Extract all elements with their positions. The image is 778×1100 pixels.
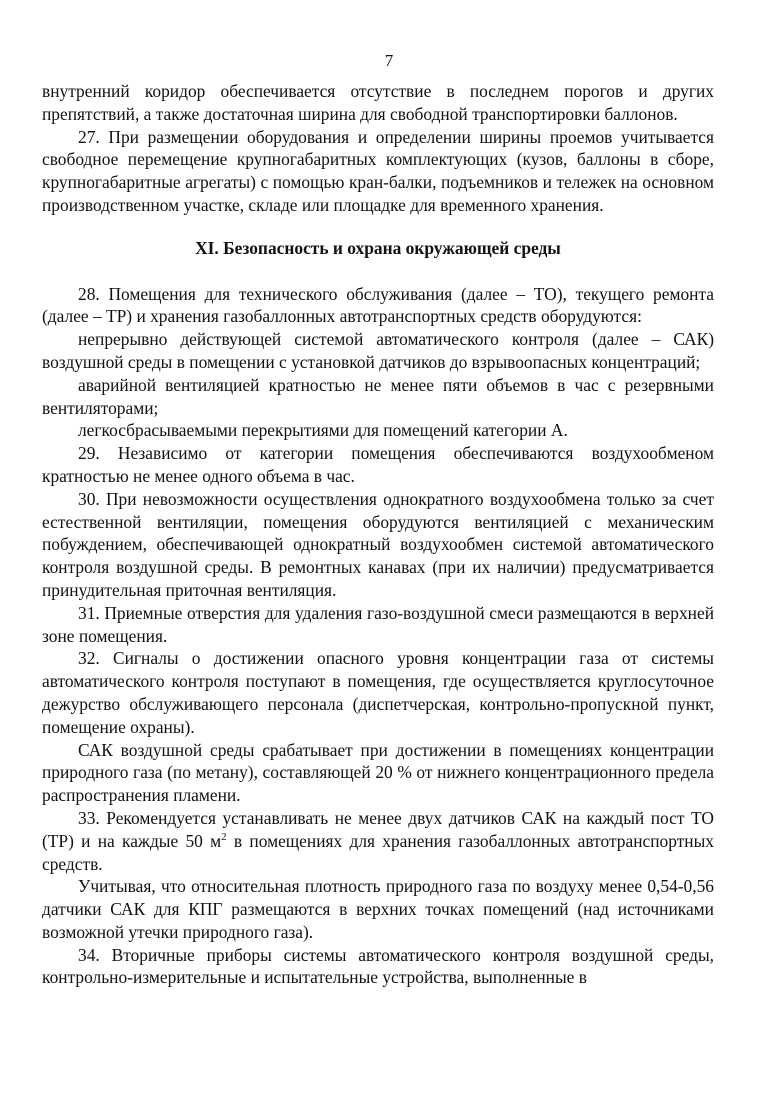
paragraph-intro-continued: внутренний коридор обеспечивается отсутствие в последнем порогов и других препятствий, а также достаточная ширина для свободной транспортировки баллонов. xyxy=(42,81,714,124)
paragraph-27: 27. При размещении оборудования и определении ширины проемов учитывается свободное перемещение крупногабаритных комплектующих (кузов, баллоны в сборе, крупногабаритные агрегаты) с помощью кран-балки, подъемников и тележек на основном производственном участке, складе или площадке для временного хранения. xyxy=(42,126,714,215)
paragraph-32: 32. Сигналы о достижении опасного уровня концентрации газа от системы автоматического контроля поступают в помещения, где осуществляется круглосуточное дежурство обслуживающего персонала (диспетчерская, контрольно-пропускной пункт, помещение охраны). xyxy=(42,648,714,737)
paragraph-30: 30. При невозможности осуществления однократного воздухообмена только за счет естественной вентиляции, помещения оборудуются вентиляцией с механическим побуждением, обеспечивающей однократный воздухообмен системой автоматического контроля воздушной среды. В ремонтных канавах (при их наличии) предусматривается принудительная приточная вентиляция. xyxy=(42,488,714,600)
superscript-2: 2 xyxy=(221,830,227,843)
paragraph-33-start: 33. Рекомендуется устанавливать не менее двух датчиков САК на каждый пост ТО (ТР) и на каждые 50 м xyxy=(42,807,714,851)
document-body xyxy=(42,80,714,989)
paragraph-34: 34. Вторичные приборы системы автоматического контроля воздушной среды, контрольно-измерительные и испытательные устройства, выполненные в xyxy=(42,944,714,988)
paragraph-33 xyxy=(42,807,714,875)
paragraph-28-item-ceilings: легкосбрасываемыми перекрытиями для помещений категории А. xyxy=(78,420,568,441)
paragraph-28: 28. Помещения для технического обслуживания (далее – ТО), текущего ремонта (далее – ТР) и хранения газобаллонных автотранспортных средств оборудуются: xyxy=(42,283,714,327)
paragraph-28-item-sak: непрерывно действующей системой автоматического контроля (далее – САК) воздушной среды в помещении с установкой датчиков до взрывоопасных концентраций; xyxy=(42,329,714,372)
paragraph-28-item-ventilation: аварийной вентиляцией кратностью не менее пяти объемов в час с резервными вентиляторами; xyxy=(42,374,714,418)
paragraph-32-sak: САК воздушной среды срабатывает при достижении в помещениях концентрации природного газа (по метану), составляющей 20 % от нижнего концентрационного предела распространения пламени. xyxy=(42,739,714,806)
paragraph-29: 29. Независимо от категории помещения обеспечиваются воздухообменом кратностью не менее одного объема в час. xyxy=(42,443,714,486)
paragraph-33-end: в помещениях для хранения газобаллонных автотранспортных средств. xyxy=(42,830,714,874)
paragraph-33-density: Учитывая, что относительная плотность природного газа по воздуху менее 0,54-0,56 датчики САК для КПГ размещаются в верхних точках помещений (над источниками возможной утечки природного газа). xyxy=(42,876,714,942)
paragraph-31: 31. Приемные отверстия для удаления газо-воздушной смеси размещаются в верхней зоне помещения. xyxy=(42,602,714,646)
section-heading: XI. Безопасность и охрана окружающей среды xyxy=(195,237,561,258)
page-number: 7 xyxy=(384,51,394,70)
